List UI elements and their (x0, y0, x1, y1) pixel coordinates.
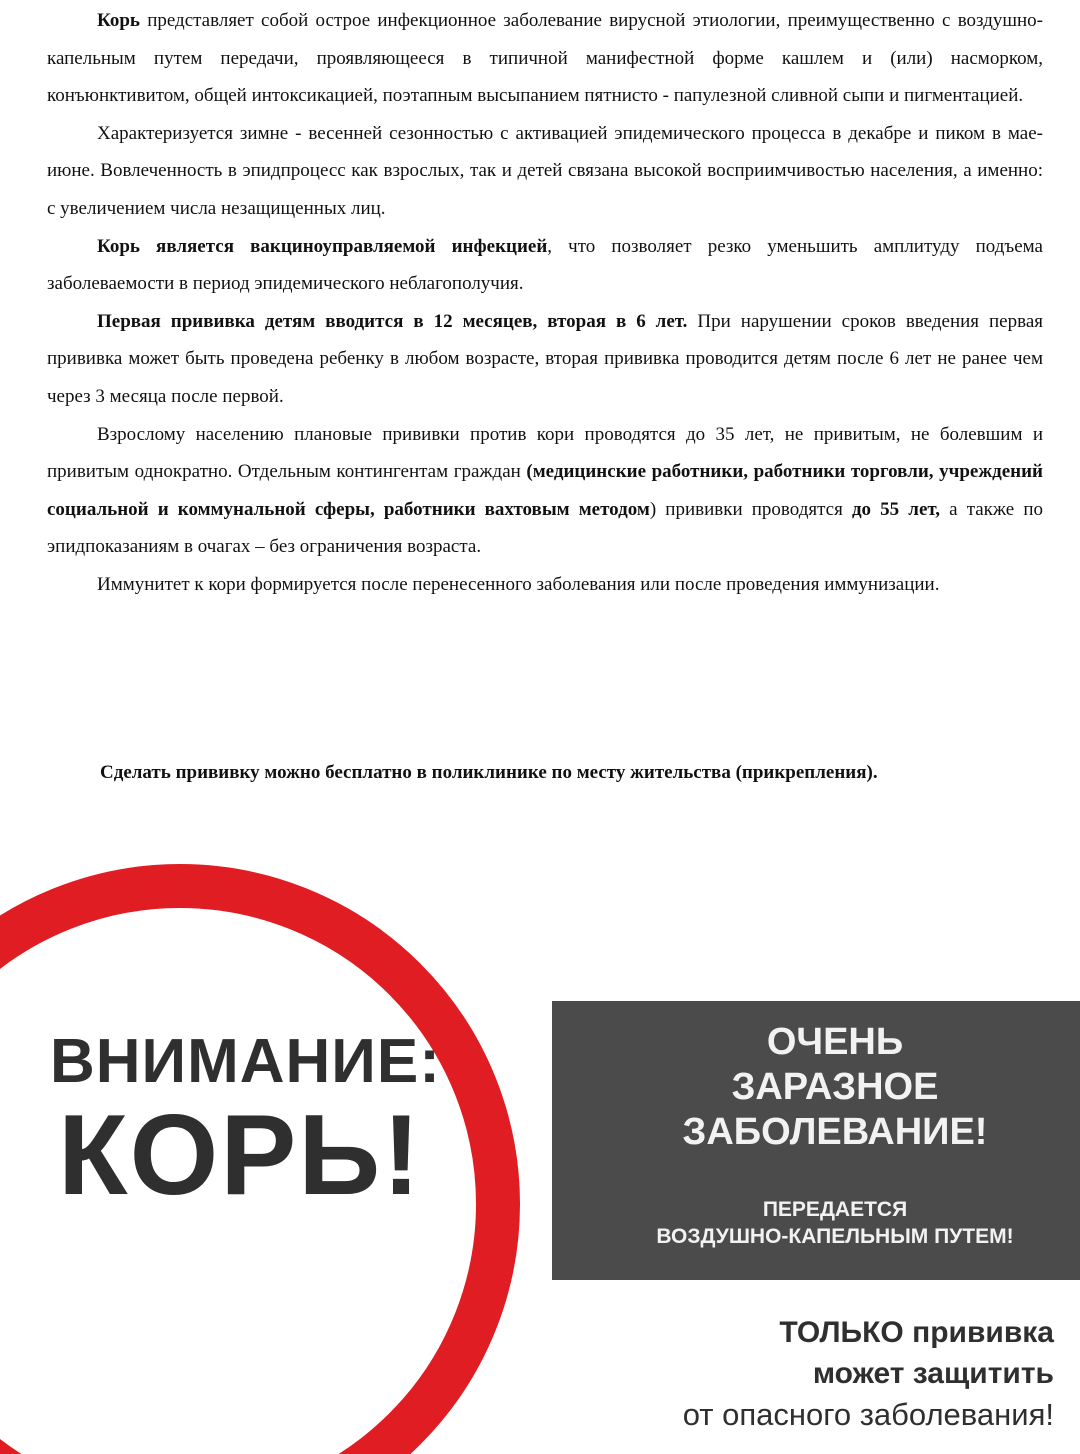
adult-vaccination-text-b: ) прививки проводятся (649, 498, 852, 520)
vaccine-controlled-text: , что позволяет резко уменьшить амплитуду подъема заболеваемости в период эпидемического неблагополучия. (47, 235, 1043, 295)
children-vaccination-text: При нарушении сроков введения первая прививка может быть проведена ребенку в любом возрасте, вторая прививка проводится детям после 6 лет не ранее чем через 3 месяца после первой. (47, 310, 1043, 407)
adult-vaccination-text-a: Взрослому населению плановые прививки против кори проводятся до 35 лет, не привитым, не болевшим и привитым однократно. Отдельным контингентам граждан (47, 423, 1043, 483)
poster-attention: ВНИМАНИЕ: (50, 1027, 441, 1096)
paragraph-seasonality (47, 115, 1043, 228)
adult-vaccination-groups: (медицинские работники, работники торговли, учреждений социальной и коммунальной сферы, работники вахтовым методом (47, 461, 1043, 520)
paragraph-definition (47, 2, 1043, 115)
band-line-1: ОЧЕНЬ (766, 1021, 904, 1063)
band-line-3: ЗАБОЛЕВАНИЕ! (682, 1111, 988, 1153)
poster-measles: КОРЬ! (58, 1092, 423, 1219)
paragraph-immunity-text: Иммунитет к кори формируется после перенесенного заболевания или после проведения иммунизации. (97, 573, 940, 595)
band-sub-line-2: ВОЗДУШНО-КАПЕЛЬНЫМ ПУТЕМ! (656, 1225, 1014, 1248)
adult-vaccination-text-c: а также по эпидпоказаниям в очагах – без ограничения возраста. (47, 498, 1043, 558)
vaccine-controlled-bold: Корь является вакциноуправляемой инфекцией (97, 235, 548, 257)
band-sub-line-1: ПЕРЕДАЕТСЯ (762, 1198, 908, 1221)
children-vaccination-bold: Первая прививка детям вводится в 12 месяцев, вторая в 6 лет. (97, 310, 688, 332)
call-to-action: Сделать прививку можно бесплатно в поликлинике по месту жительства (прикрепления). (100, 762, 878, 783)
poster-footer (534, 1312, 1054, 1435)
paragraph-immunity (47, 566, 1043, 604)
paragraph-definition-text: представляет собой острое инфекционное заболевание вирусной этиологии, преимущественно с воздушно-капельным путем передачи, проявляющееся в типичной манифестной форме кашлем и (или) насморком, конъюнктивитом, общей интоксикацией, поэтапным высыпанием пятнисто - папулезной сливной сыпи и пигментацией. (47, 10, 1043, 107)
band-subheading (590, 1196, 1080, 1250)
band-heading (590, 1020, 1080, 1155)
paragraph-seasonality-text: Характеризуется зимне - весенней сезонностью с активацией эпидемического процесса в декабре и пиком в мае-июне. Вовлеченность в эпидпроцесс как взрослых, так и детей связана высокой восприимчивостью населения, а именно: с увеличением числа незащищенных лиц. (47, 122, 1043, 219)
term-measles: Корь (97, 10, 140, 31)
footer-line-2: может защитить (812, 1357, 1054, 1390)
footer-line-3: от опасного заболевания! (682, 1397, 1054, 1432)
paragraph-adult-vaccination (47, 416, 1043, 566)
band-line-2: ЗАРАЗНОЕ (731, 1066, 939, 1108)
paragraph-vaccine-controlled (47, 228, 1043, 303)
adult-vaccination-age: до 55 лет, (851, 498, 941, 520)
article-text (47, 2, 1043, 604)
paragraph-children-vaccination (47, 303, 1043, 416)
footer-line-1: ТОЛЬКО прививка (779, 1316, 1054, 1349)
warning-poster (0, 850, 1080, 1454)
